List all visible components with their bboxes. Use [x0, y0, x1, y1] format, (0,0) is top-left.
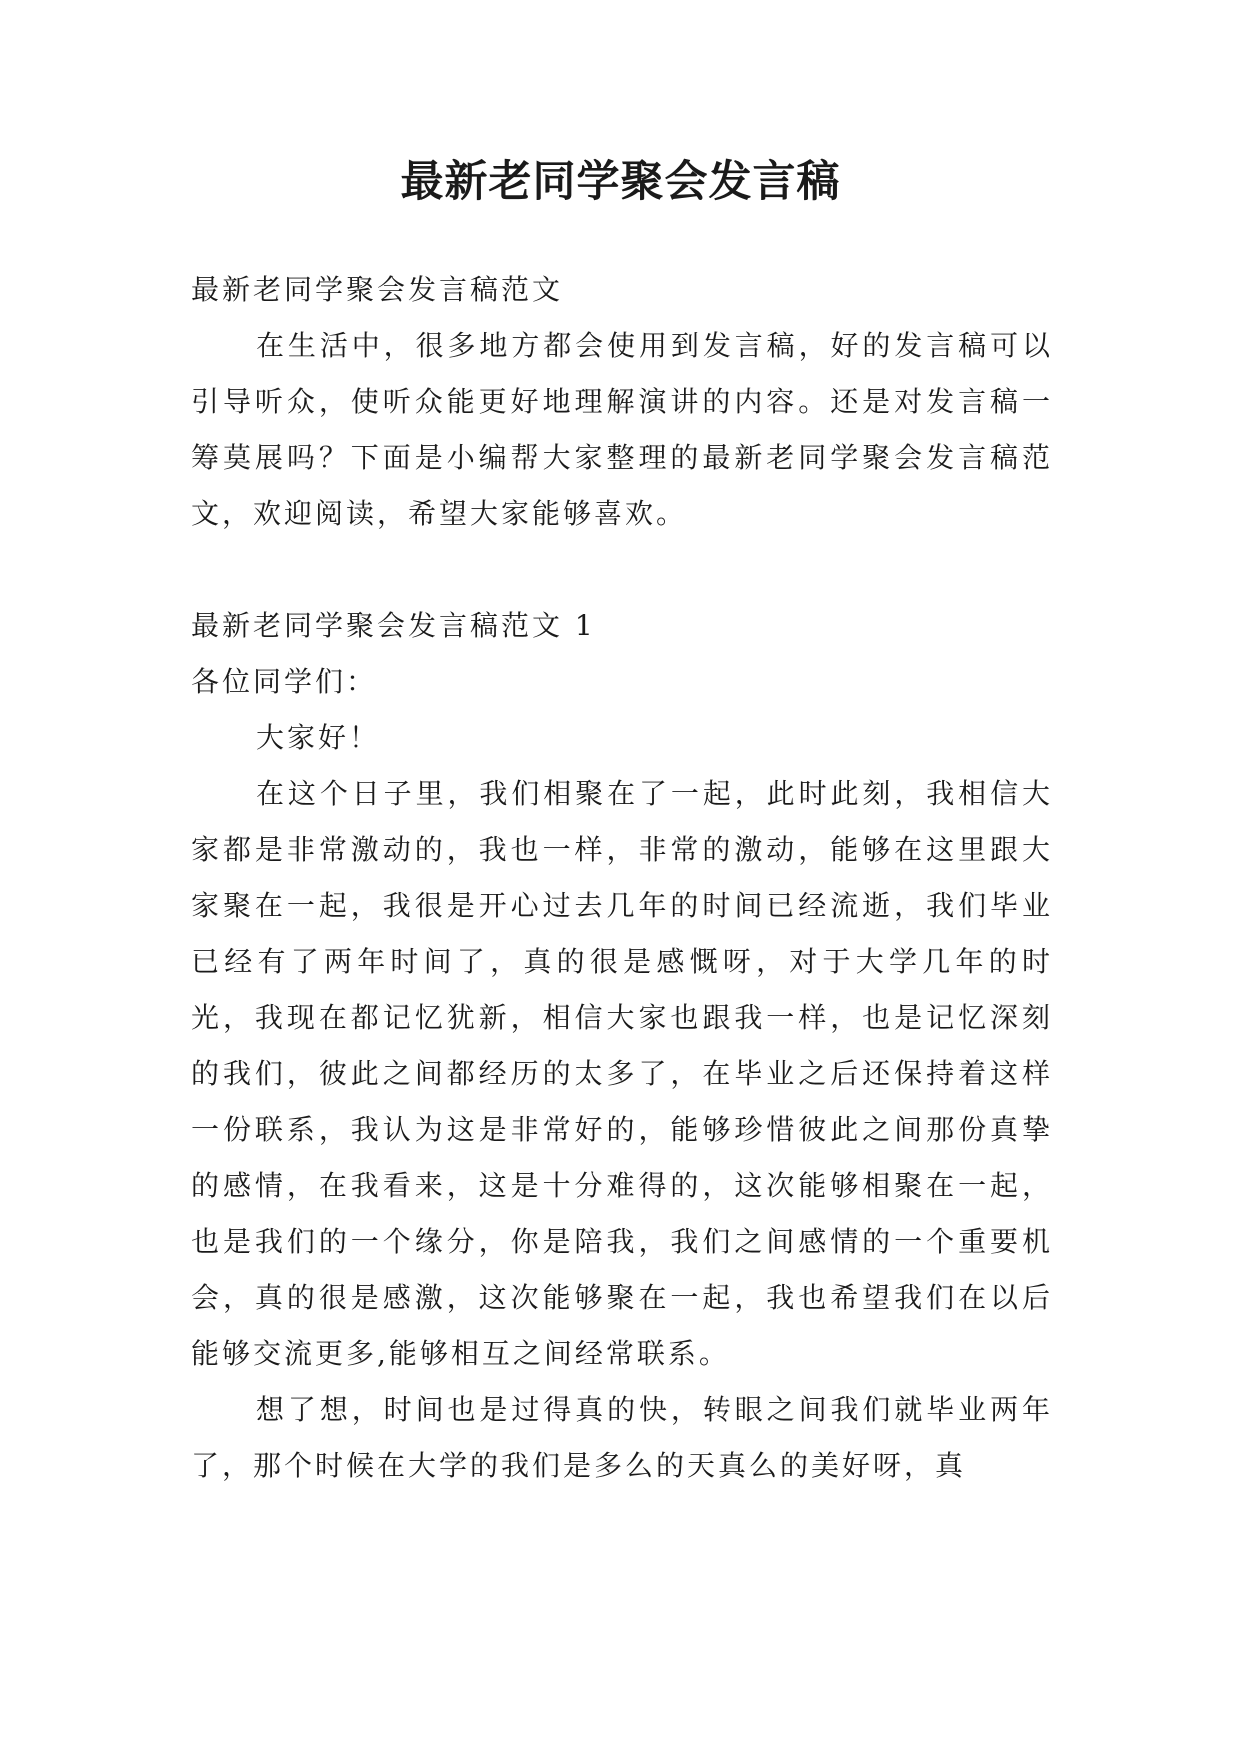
- intro-paragraph: 在生活中，很多地方都会使用到发言稿，好的发言稿可以引导听众，使听众能更好地理解演讲的内容。还是对发言稿一筹莫展吗？下面是小编帮大家整理的最新老同学聚会发言稿范文，欢迎阅读，希望大家能够喜欢。: [191, 329, 1053, 530]
- greeting: 大家好！: [256, 721, 381, 754]
- body-paragraph-1: 在这个日子里，我们相聚在了一起，此时此刻，我相信大家都是非常激动的，我也一样，非常的激动，能够在这里跟大家聚在一起，我很是开心过去几年的时间已经流逝，我们毕业已经有了两年时间了，真的很是感慨呀，对于大学几年的时光，我现在都记忆犹新，相信大家也跟我一样，也是记忆深刻的我们，彼此之间都经历的太多了，在毕业之后还保持着这样一份联系，我认为这是非常好的，能够珍惜彼此之间那份真挚的感情，在我看来，这是十分难得的，这次能够相聚在一起，也是我们的一个缘分，你是陪我，我们之间感情的一个重要机会，真的很是感激，这次能够聚在一起，我也希望我们在以后能够交流更多,能够相互之间经常联系。: [191, 777, 1053, 1370]
- salutation: 各位同学们：: [191, 665, 378, 698]
- document-subtitle: 最新老同学聚会发言稿范文: [191, 273, 564, 306]
- document-body: [191, 262, 1053, 1494]
- document-title: 最新老同学聚会发言稿: [400, 157, 841, 207]
- section-heading: 最新老同学聚会发言稿范文 1: [191, 609, 596, 642]
- body-paragraph-2: 想了想，时间也是过得真的快，转眼之间我们就毕业两年了，那个时候在大学的我们是多么的天真么的美好呀，真: [191, 1393, 1053, 1482]
